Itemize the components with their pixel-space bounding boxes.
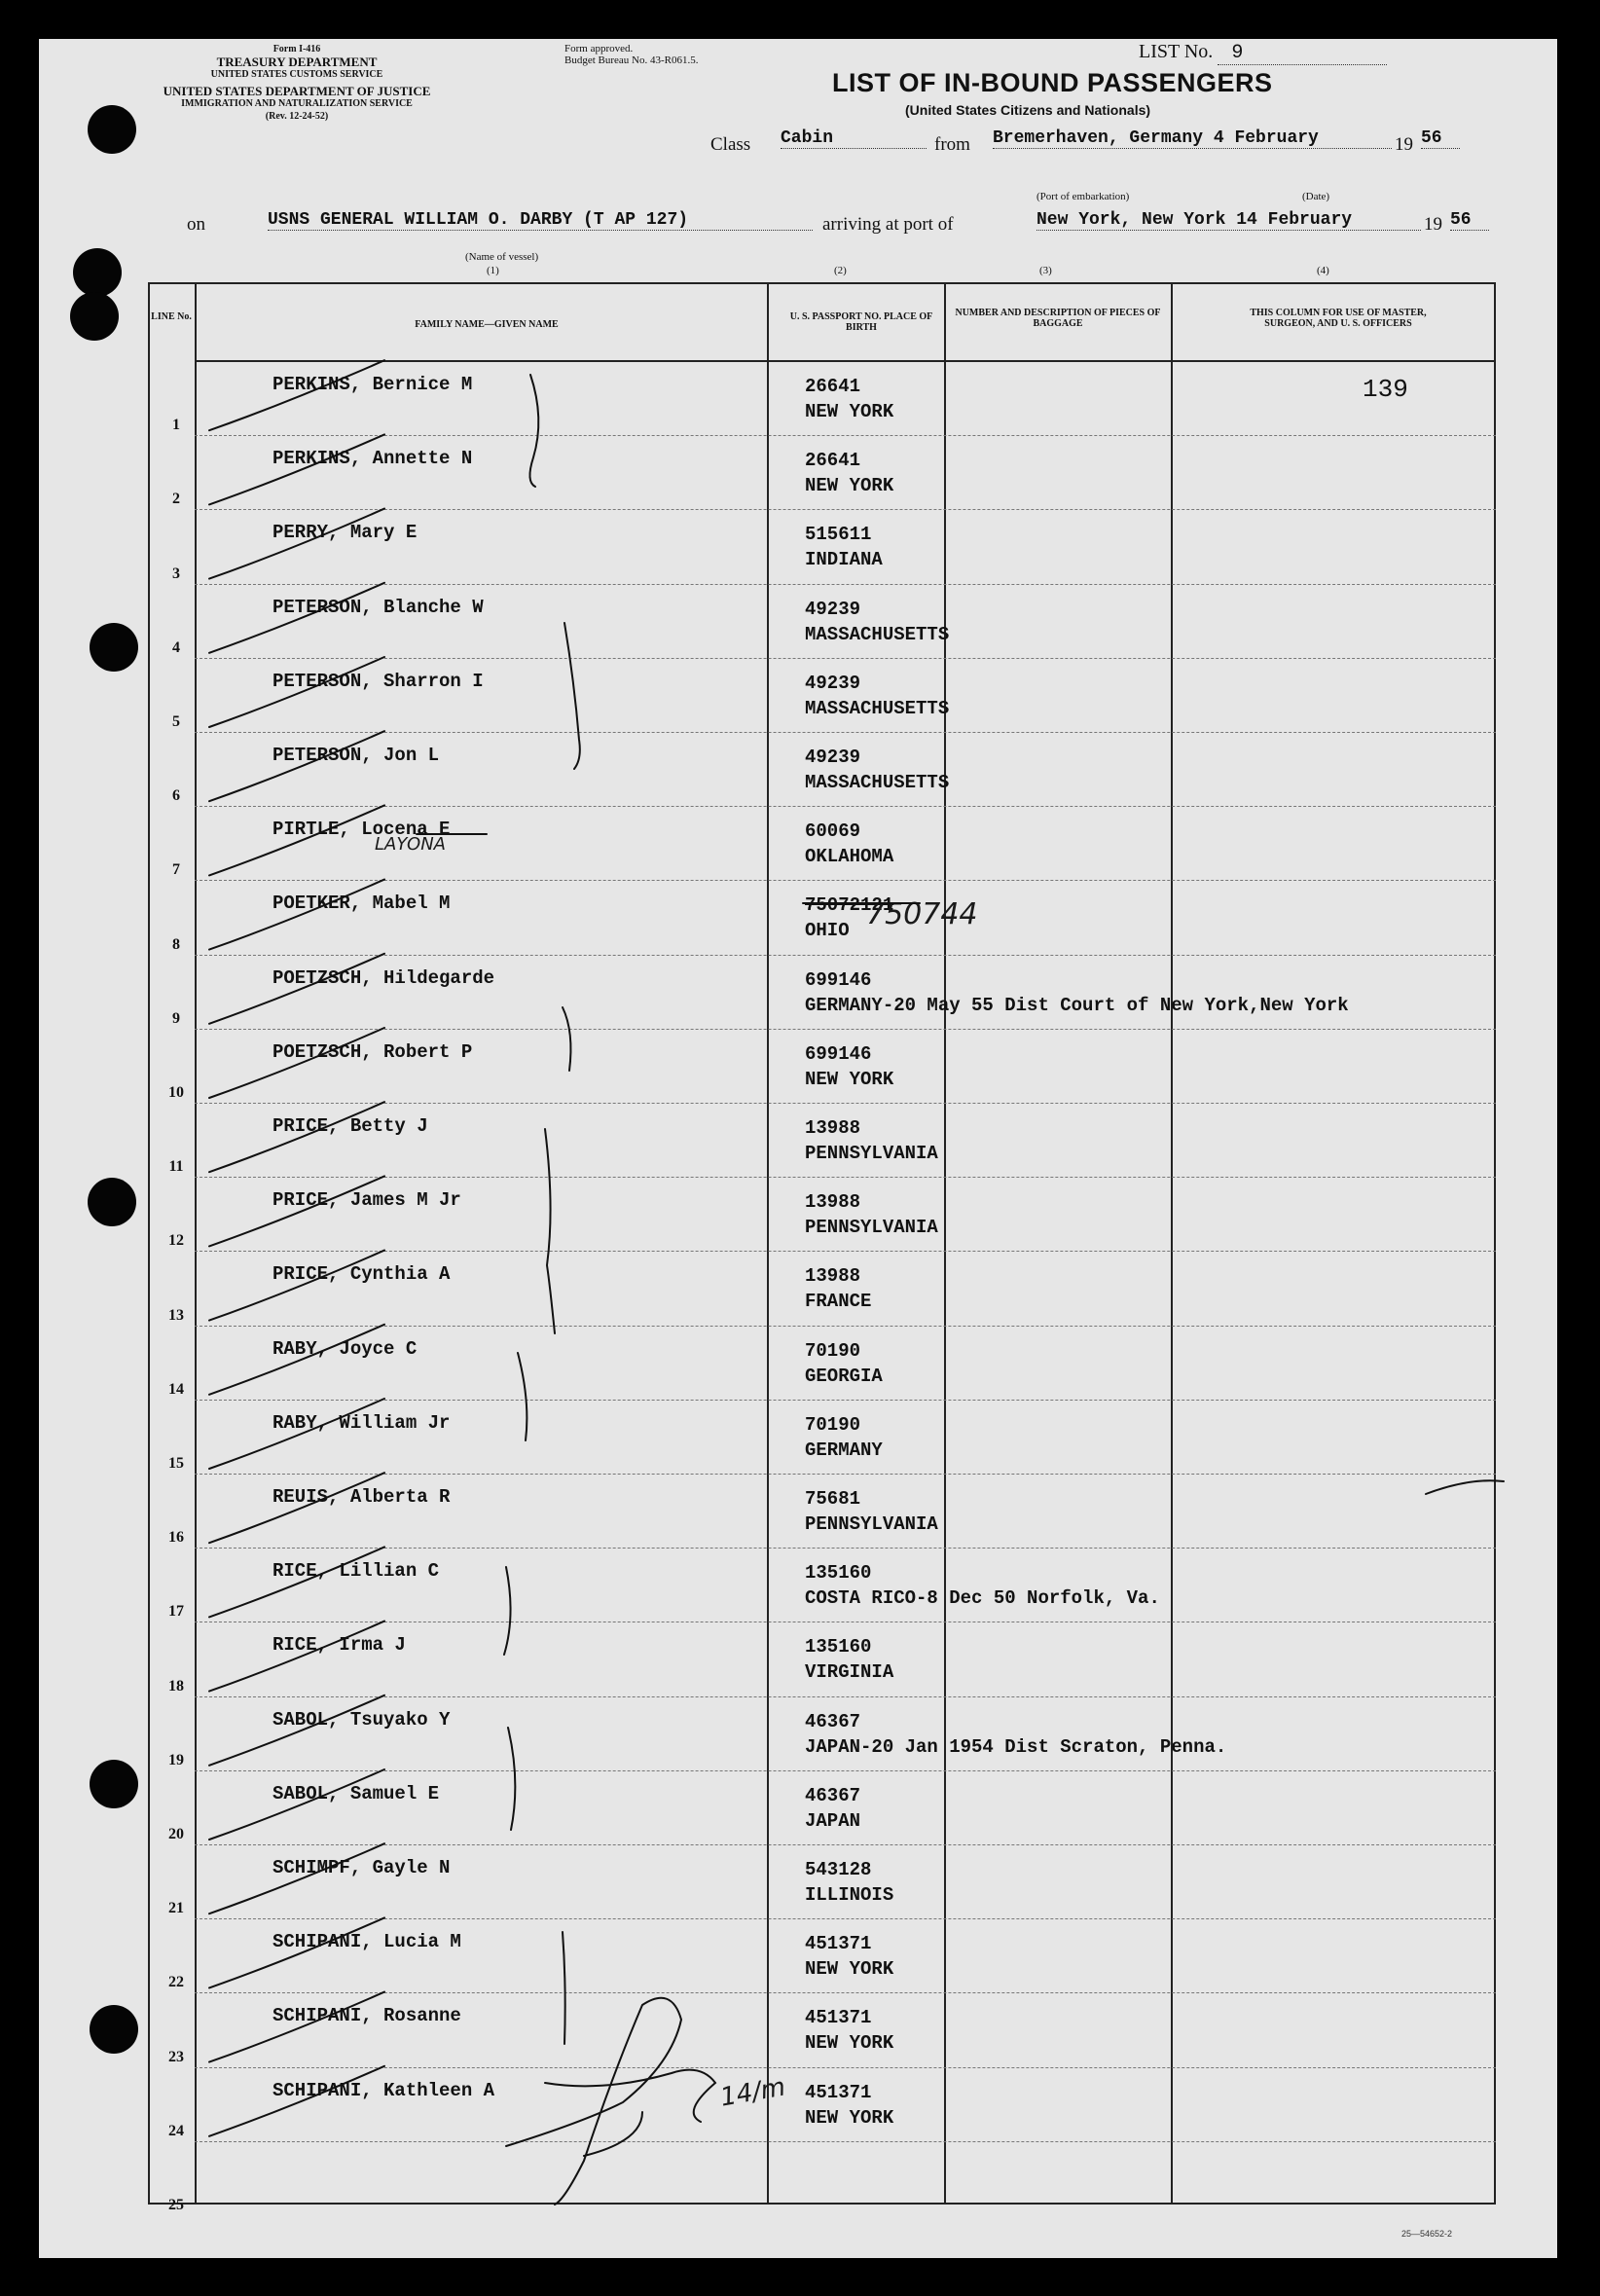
place-of-birth: MASSACHUSETTS <box>805 772 950 793</box>
place-of-birth: GERMANY-20 May 55 Dist Court of New York,New York <box>805 994 1349 1016</box>
passport-birthplace <box>805 1709 1226 1760</box>
budget-bureau-line: Budget Bureau No. 43-R061.5. <box>564 55 699 66</box>
passenger-name: PETERSON, Sharron I <box>273 670 484 692</box>
row-line-number: 18 <box>168 1677 184 1695</box>
row-line-number: 3 <box>172 565 180 582</box>
table-row <box>148 1771 1496 1845</box>
place-of-birth: GEORGIA <box>805 1365 883 1387</box>
passenger-name: SCHIMPF, Gayle N <box>273 1857 451 1878</box>
passport-number: 70190 <box>805 1413 861 1436</box>
passenger-name: SABOL, Tsuyako Y <box>273 1708 451 1731</box>
place-of-birth: NEW YORK <box>805 401 894 422</box>
passport-birthplace <box>805 1486 938 1537</box>
table-row <box>148 510 1496 584</box>
passport-number: 135160 <box>805 1636 872 1658</box>
passenger-name: POETKER, Mabel M <box>273 893 451 915</box>
punch-hole <box>70 292 119 341</box>
passport-number: 46367 <box>805 1710 861 1732</box>
place-of-birth: NEW YORK <box>805 475 894 497</box>
list-number-label: LIST No. <box>1139 41 1214 62</box>
passenger-name: PERKINS, Bernice M <box>273 374 473 395</box>
col-header-line: LINE No. <box>151 311 192 322</box>
row-line-number: 8 <box>172 935 180 953</box>
row-line-number: 5 <box>172 712 180 730</box>
punch-hole <box>90 2005 138 2054</box>
ins-service: IMMIGRATION AND NATURALIZATION SERVICE <box>181 98 413 109</box>
passenger-name: POETZSCH, Robert P <box>273 1040 473 1063</box>
passport-birthplace <box>805 819 893 869</box>
list-number-value: 9 <box>1218 42 1387 65</box>
page-title: LIST OF IN-BOUND PASSENGERS <box>832 68 1273 97</box>
place-of-birth: COSTA RICO-8 Dec 50 Norfolk, Va. <box>805 1587 1160 1610</box>
passport-birthplace <box>805 522 883 572</box>
voyage-class-line <box>672 127 1499 165</box>
passport-birthplace <box>805 1412 883 1463</box>
row-line-number: 9 <box>172 1009 180 1027</box>
passport-birthplace <box>805 2005 893 2056</box>
row-line-number: 7 <box>172 861 180 879</box>
form-revision: (Rev. 12-24-52) <box>265 111 329 122</box>
passenger-name: PRICE, Betty J <box>273 1115 428 1137</box>
table-row <box>148 362 1496 436</box>
table-row <box>148 1104 1496 1178</box>
passenger-name: SCHIPANI, Lucia M <box>273 1931 461 1953</box>
table-row <box>148 585 1496 659</box>
table-row <box>148 1993 1496 2067</box>
passenger-name: PRICE, Cynthia A <box>273 1263 451 1286</box>
table-row <box>148 1475 1496 1549</box>
passenger-name: SABOL, Samuel E <box>273 1782 440 1804</box>
punch-hole <box>88 105 136 154</box>
arriving-label: arriving at port of <box>822 214 954 235</box>
row-line-number: 6 <box>172 787 180 805</box>
row-line-number: 21 <box>168 1900 184 1917</box>
col-header-passport: U. S. PASSPORT NO. PLACE OF BIRTH <box>789 311 933 333</box>
passenger-name: RABY, William Jr <box>273 1411 451 1434</box>
row-line-number: 12 <box>168 1232 184 1250</box>
table-row <box>148 1327 1496 1401</box>
row-line-number: 25 <box>168 2196 184 2213</box>
place-of-birth: VIRGINIA <box>805 1661 894 1684</box>
treasury-dept: TREASURY DEPARTMENT <box>216 55 378 69</box>
embarkation-value: Bremerhaven, Germany 4 February <box>993 128 1392 149</box>
passport-birthplace <box>805 1041 893 1092</box>
table-row <box>148 1030 1496 1104</box>
passport-number: 135160 <box>805 1562 872 1585</box>
signature-initials: 14/m <box>717 2072 788 2113</box>
passenger-name: PERKINS, Annette N <box>273 448 473 470</box>
passport-number: 451371 <box>805 1933 872 1955</box>
justice-dept: UNITED STATES DEPARTMENT OF JUSTICE <box>163 84 431 98</box>
passport-number: 26641 <box>805 450 861 472</box>
arrival-port: New York, New York 14 February <box>1036 210 1421 231</box>
place-of-birth: INDIANA <box>805 549 883 571</box>
passport-birthplace <box>805 597 949 647</box>
col-header-officers: THIS COLUMN FOR USE OF MASTER, SURGEON, AND U. S. OFFICERS <box>1250 308 1427 329</box>
place-of-birth: JAPAN <box>805 1809 861 1832</box>
passenger-name: PERRY, Mary E <box>273 522 418 544</box>
punch-hole <box>90 1760 138 1808</box>
passport-birthplace <box>805 967 1349 1018</box>
row-line-number: 15 <box>168 1454 184 1472</box>
row-line-number: 16 <box>168 1529 184 1547</box>
passport-number: 451371 <box>805 2007 872 2029</box>
place-of-birth: PENNSYLVANIA <box>805 1513 938 1535</box>
col-caption-2: (2) <box>834 265 847 276</box>
passenger-name: PIRTLE, Locena E <box>273 819 451 841</box>
passport-birthplace <box>805 1560 1160 1611</box>
poetker-correction: 750744 <box>866 897 978 931</box>
vessel-name: USNS GENERAL WILLIAM O. DARBY (T AP 127) <box>268 210 813 231</box>
passport-number: 451371 <box>805 2081 872 2103</box>
vessel-caption: (Name of vessel) <box>465 251 539 263</box>
passport-number: 75072121 <box>805 894 894 917</box>
table-row <box>148 2142 1496 2216</box>
col-caption-1: (1) <box>487 265 499 276</box>
form-code: 25—54652-2 <box>1401 2229 1453 2239</box>
passenger-name: RICE, Lillian C <box>273 1560 440 1583</box>
punch-hole <box>73 248 122 297</box>
table-row <box>148 1549 1496 1622</box>
form-approval <box>564 43 698 66</box>
passport-birthplace <box>805 374 893 424</box>
from-year-value: 56 <box>1421 128 1460 149</box>
row-line-number: 4 <box>172 638 180 656</box>
passport-number: 49239 <box>805 598 861 620</box>
passport-number: 49239 <box>805 672 861 694</box>
row-line-number: 24 <box>168 2122 184 2139</box>
passport-birthplace <box>805 671 949 721</box>
passport-birthplace <box>805 1115 938 1166</box>
row-line-number: 11 <box>168 1158 184 1176</box>
passenger-name: REUIS, Alberta R <box>273 1486 451 1508</box>
passenger-name: SCHIPANI, Kathleen A <box>273 2079 495 2101</box>
row-line-number: 13 <box>168 1306 184 1324</box>
place-of-birth: NEW YORK <box>805 1068 894 1090</box>
passport-number: 699146 <box>805 1042 872 1065</box>
place-of-birth: NEW YORK <box>805 2106 894 2129</box>
place-of-birth: FRANCE <box>805 1291 872 1313</box>
table-row <box>148 436 1496 510</box>
row-line-number: 1 <box>172 417 180 434</box>
table-row <box>148 2068 1496 2142</box>
place-of-birth: OHIO <box>805 920 850 942</box>
table-row <box>148 1845 1496 1919</box>
port-caption: (Port of embarkation) <box>1036 191 1130 202</box>
place-of-birth: NEW YORK <box>805 1958 894 1981</box>
place-of-birth: JAPAN-20 Jan 1954 Dist Scraton, Penna. <box>805 1735 1227 1758</box>
col-header-name: FAMILY NAME—GIVEN NAME <box>415 319 559 330</box>
passenger-name: RICE, Irma J <box>273 1634 406 1657</box>
passport-birthplace <box>805 1189 938 1240</box>
date-caption: (Date) <box>1302 191 1330 202</box>
passport-birthplace <box>805 1634 893 1685</box>
table-row <box>148 733 1496 807</box>
passenger-name: PETERSON, Jon L <box>273 745 440 766</box>
passport-number: 60069 <box>805 820 861 843</box>
passenger-name: POETZSCH, Hildegarde <box>273 966 495 989</box>
place-of-birth: OKLAHOMA <box>805 846 894 868</box>
row-line-number: 17 <box>168 1603 184 1621</box>
vessel-line <box>146 206 1499 255</box>
passport-birthplace <box>805 1263 871 1314</box>
passport-number: 13988 <box>805 1117 861 1139</box>
passport-birthplace <box>805 1338 883 1389</box>
passenger-name: PRICE, James M Jr <box>273 1189 461 1212</box>
table-row <box>148 956 1496 1030</box>
row-line-number: 2 <box>172 491 180 508</box>
row-line-number: 23 <box>168 2048 184 2065</box>
passenger-name: SCHIPANI, Rosanne <box>273 2005 461 2027</box>
officer-stamp: 139 <box>1363 375 1408 404</box>
passport-number: 70190 <box>805 1339 861 1362</box>
place-of-birth: MASSACHUSETTS <box>805 697 950 719</box>
place-of-birth: MASSACHUSETTS <box>805 623 950 645</box>
passenger-name: RABY, Joyce C <box>273 1337 418 1360</box>
table-row <box>148 1919 1496 1993</box>
passport-birthplace <box>805 448 893 498</box>
col-caption-4: (4) <box>1317 265 1329 276</box>
passport-birthplace <box>805 745 949 795</box>
form-number: Form I-416 <box>273 44 321 55</box>
passport-number: 13988 <box>805 1265 861 1288</box>
arrival-year-value: 56 <box>1450 210 1489 231</box>
place-of-birth: ILLINOIS <box>805 1884 894 1906</box>
passport-number: 75681 <box>805 1488 861 1510</box>
class-label: Class <box>710 134 751 155</box>
place-of-birth: PENNSYLVANIA <box>805 1143 938 1164</box>
passport-number: 13988 <box>805 1191 861 1214</box>
form-header-agencies <box>136 43 457 123</box>
customs-service: UNITED STATES CUSTOMS SERVICE <box>210 69 383 80</box>
row-line-number: 19 <box>168 1751 184 1768</box>
passport-number: 543128 <box>805 1859 872 1880</box>
place-of-birth: NEW YORK <box>805 2032 894 2055</box>
passport-number: 699146 <box>805 968 872 991</box>
passport-number: 46367 <box>805 1784 861 1806</box>
passenger-name: PETERSON, Blanche W <box>273 596 484 618</box>
place-of-birth: GERMANY <box>805 1439 883 1461</box>
row-line-number: 22 <box>168 1974 184 1991</box>
table-row <box>148 1622 1496 1696</box>
passport-number: 515611 <box>805 524 872 546</box>
row-line-number: 14 <box>168 1380 184 1398</box>
approval-line: Form approved. <box>564 43 634 55</box>
col-caption-3: (3) <box>1039 265 1052 276</box>
table-row <box>148 881 1496 955</box>
from-year-prefix: 19 <box>1395 134 1413 155</box>
passport-birthplace <box>805 1783 860 1834</box>
on-label: on <box>187 214 205 235</box>
table-row <box>148 1401 1496 1475</box>
row-line-number: 10 <box>168 1083 184 1101</box>
punch-hole <box>88 1178 136 1226</box>
passport-number: 26641 <box>805 376 861 397</box>
col-header-baggage: NUMBER AND DESCRIPTION OF PIECES OF BAGGAGE <box>955 308 1161 329</box>
class-value: Cabin <box>781 128 927 149</box>
arrival-year-prefix: 19 <box>1424 214 1442 235</box>
passport-birthplace <box>805 1857 893 1908</box>
passport-birthplace <box>805 1931 893 1982</box>
place-of-birth: PENNSYLVANIA <box>805 1217 938 1239</box>
passport-birthplace <box>805 2080 893 2131</box>
passport-number: 49239 <box>805 747 861 768</box>
table-row <box>148 659 1496 733</box>
from-label: from <box>934 134 970 155</box>
pirtle-correction: LAYONA <box>375 834 446 855</box>
table-row <box>148 1178 1496 1252</box>
list-number <box>1139 41 1387 65</box>
page-subtitle: (United States Citizens and Nationals) <box>905 102 1151 118</box>
table-row <box>148 1697 1496 1771</box>
punch-hole <box>90 623 138 672</box>
table-row <box>148 807 1496 881</box>
table-row <box>148 1252 1496 1326</box>
row-line-number: 20 <box>168 1825 184 1842</box>
